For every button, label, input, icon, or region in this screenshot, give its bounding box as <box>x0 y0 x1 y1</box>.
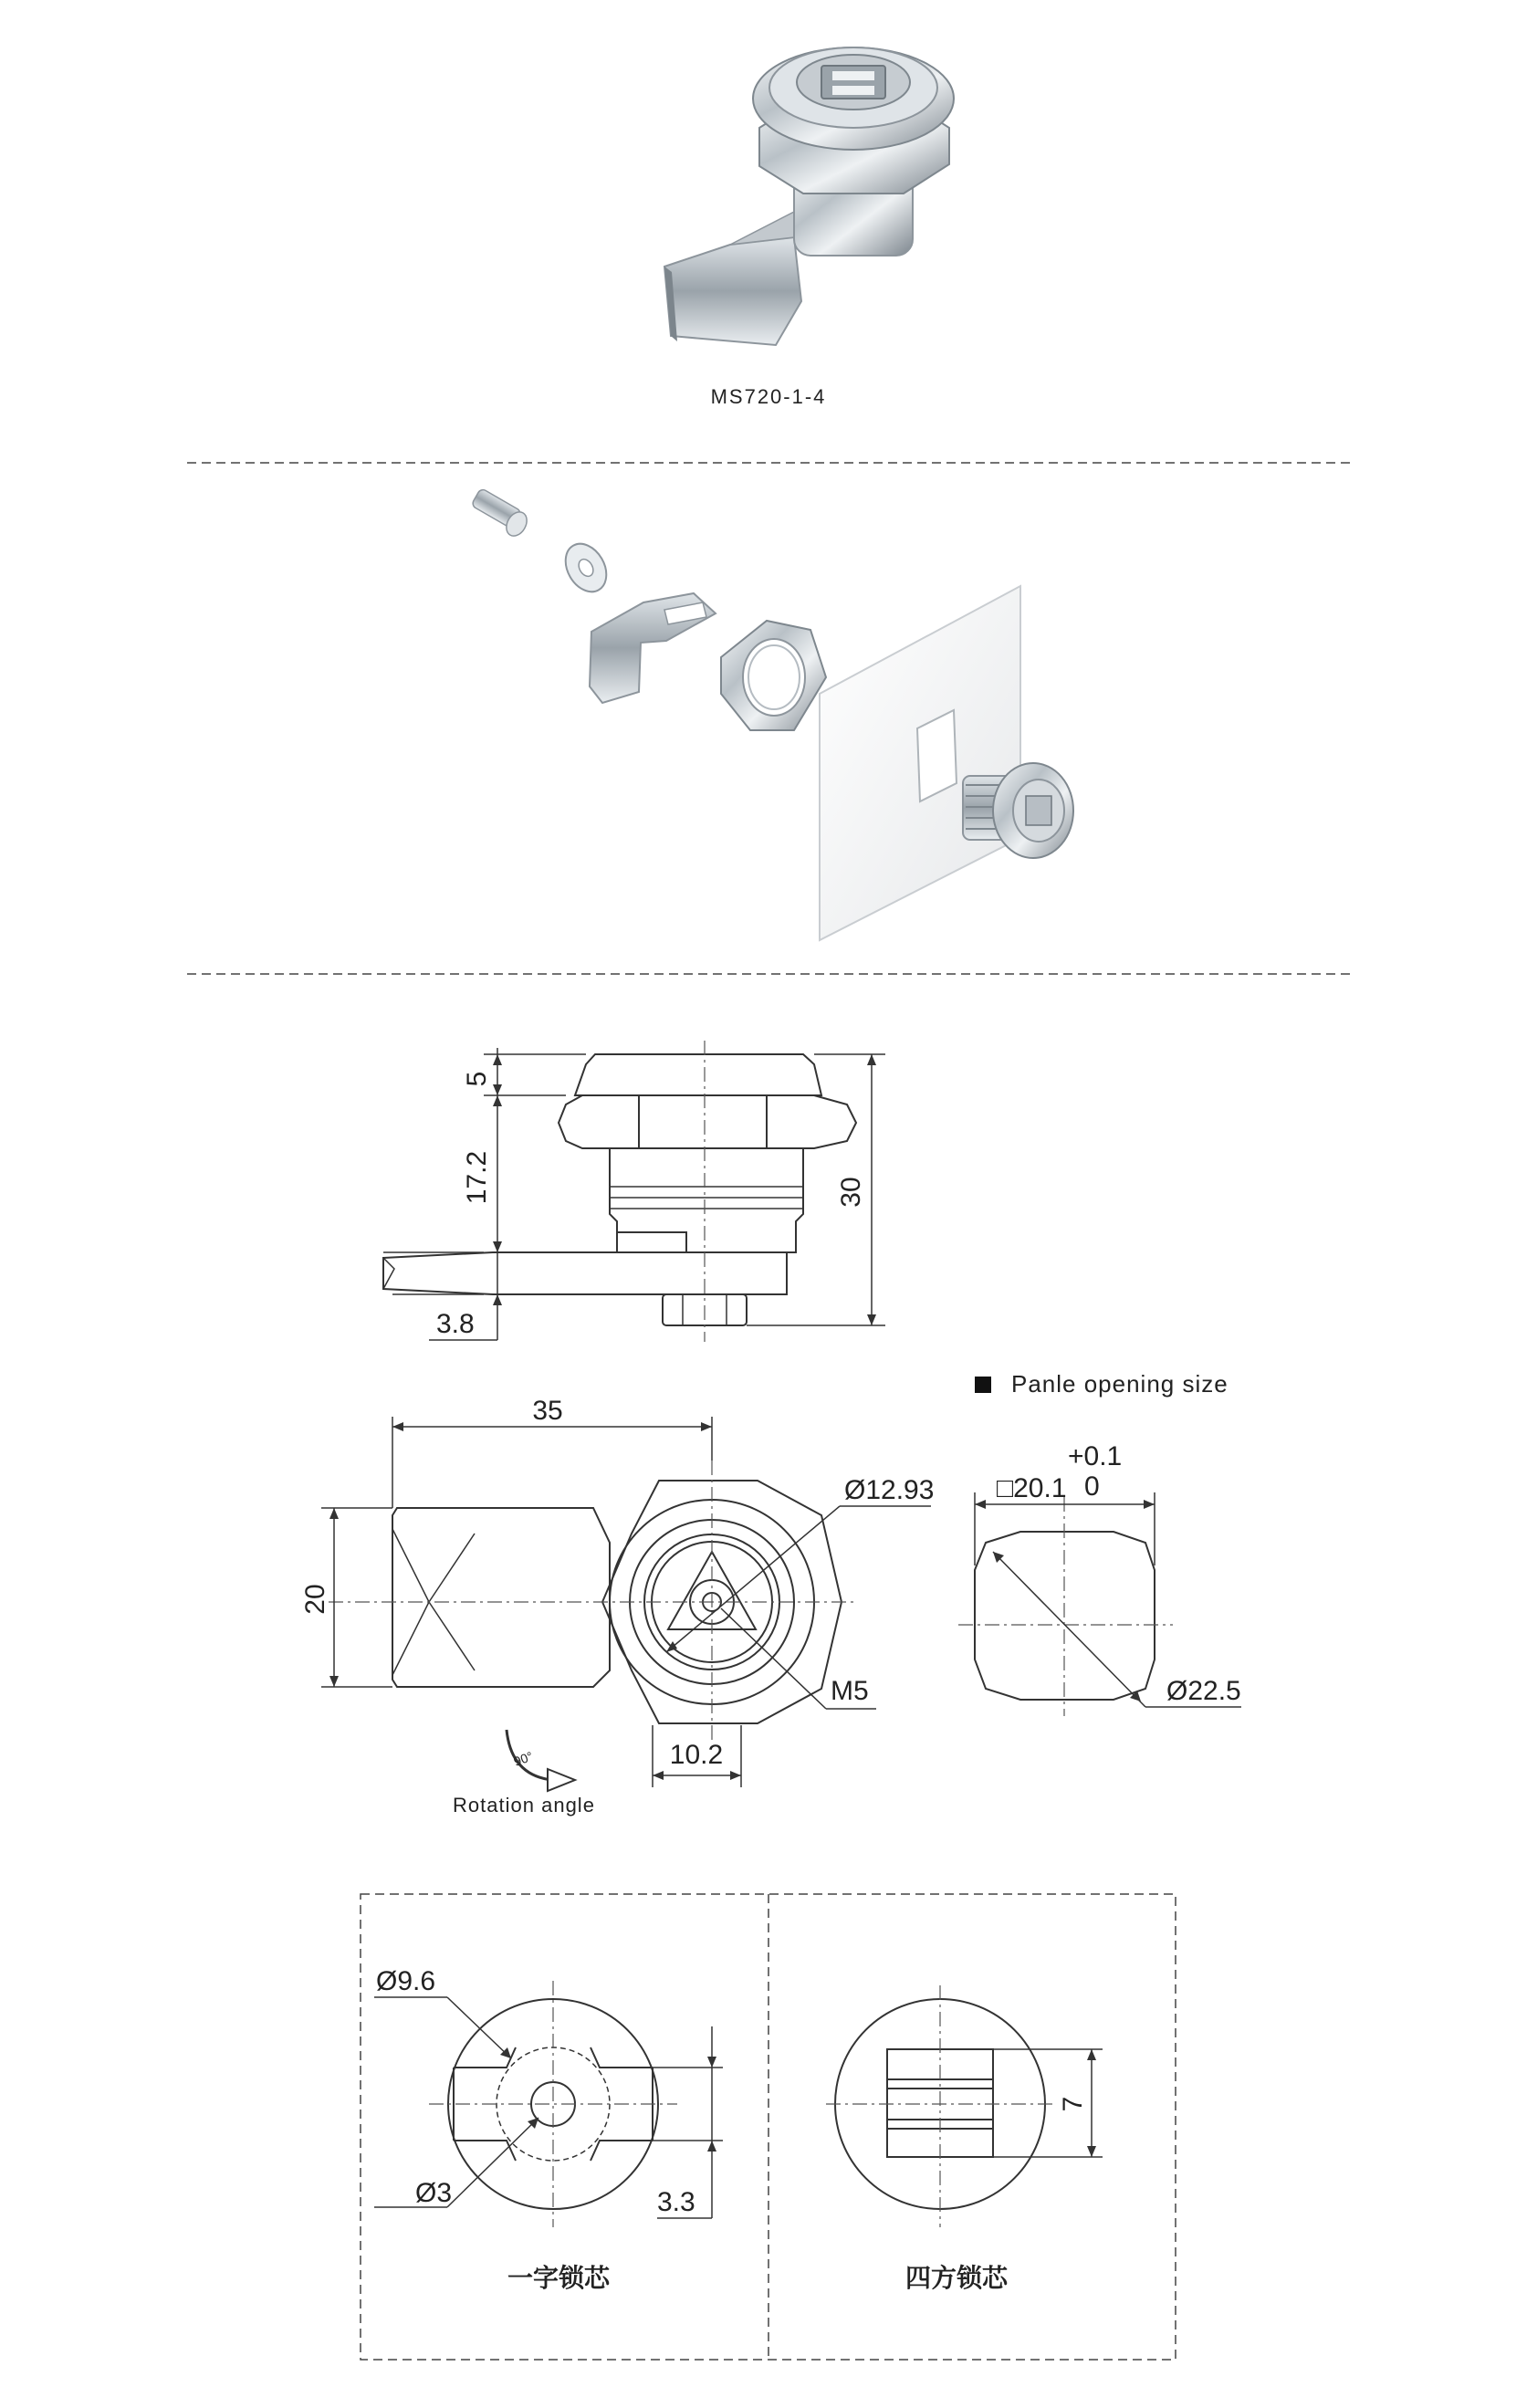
dim-side-30: 30 <box>836 1177 866 1208</box>
panel-opening-title: Panle opening size <box>1011 1370 1229 1398</box>
slot-core-label: 一字锁芯 <box>507 2264 611 2292</box>
front-view-drawing <box>321 1417 931 1787</box>
square-core-label: 四方锁芯 <box>904 2264 1009 2292</box>
side-view-drawing <box>383 1041 885 1342</box>
rotation-label: Rotation angle <box>453 1794 595 1816</box>
washer-part <box>558 537 615 599</box>
dim-side-5: 5 <box>462 1071 492 1087</box>
screw-part <box>471 487 531 539</box>
slot-core-outer-dia: Ø9.6 <box>376 1966 436 1996</box>
panel-diameter: Ø22.5 <box>1166 1676 1241 1706</box>
dim-front-20: 20 <box>300 1584 330 1615</box>
slot-core-dim: 3.3 <box>657 2187 695 2217</box>
panel-part <box>820 586 1020 940</box>
dim-front-m5: M5 <box>831 1676 869 1706</box>
dim-side-3-8: 3.8 <box>436 1309 475 1339</box>
exploded-view <box>471 487 1073 940</box>
panel-tol-minus: 0 <box>1084 1471 1100 1502</box>
product-photo <box>664 47 954 345</box>
cores-frame <box>361 1894 1176 2360</box>
model-label: MS720-1-4 <box>710 385 827 408</box>
dim-front-diameter: Ø12.93 <box>844 1475 935 1505</box>
panel-square-label: □20.1 <box>997 1473 1067 1503</box>
panel-opening-bullet-icon <box>975 1377 991 1393</box>
cam-part <box>590 593 716 703</box>
square-core-dim: 7 <box>1058 2096 1088 2112</box>
nut-part <box>721 621 826 730</box>
slot-core-inner-dia: Ø3 <box>415 2178 453 2208</box>
dim-front-10-2: 10.2 <box>669 1740 724 1770</box>
dim-side-17-2: 17.2 <box>462 1150 492 1205</box>
rotation-degree: 90° <box>511 1748 535 1769</box>
dim-front-35: 35 <box>532 1396 563 1426</box>
panel-tol-plus: +0.1 <box>1068 1441 1123 1471</box>
